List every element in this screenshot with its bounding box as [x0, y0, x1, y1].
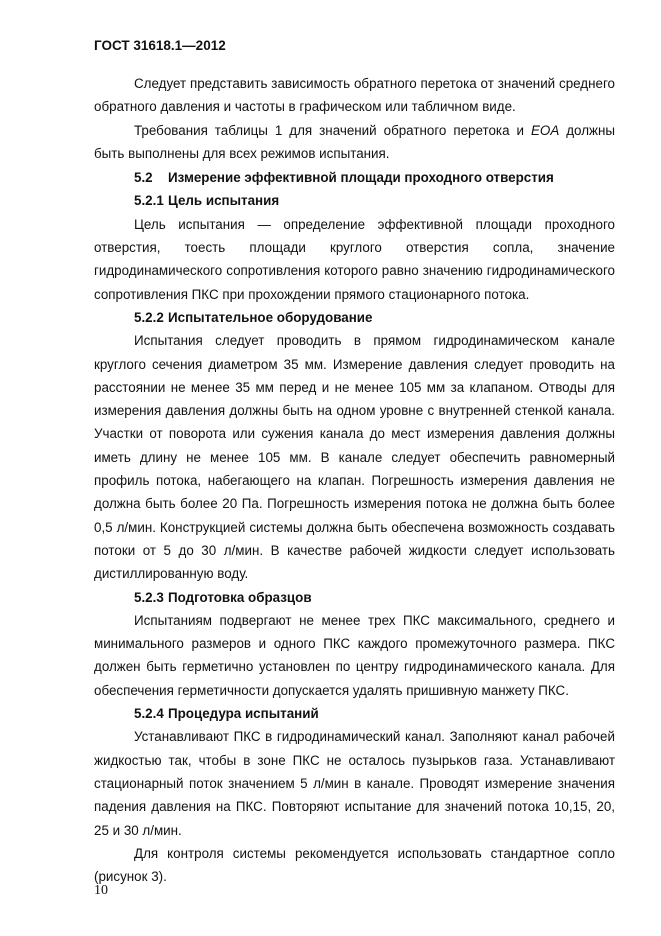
paragraph-test-procedure: Устанавливают ПКС в гидродинамический канал. Заполняют канал рабочей жидкостью так, чтобы в зоне ПКС не осталось пузырьков газа. Устанавливают стационарный поток значением 5 л/мин в канале. Проводят измерение значения падения давления на ПКС. Повторяют испытание для значений потока 10,15, 20, 25 и 30 л/мин.: [94, 729, 615, 838]
subsection-heading-5-2-4: [94, 702, 615, 725]
section-title: Измерение эффективной площади проходного отверстия: [168, 170, 554, 186]
paragraph-sample-preparation: Испытаниям подвергают не менее трех ПКС максимального, среднего и минимального размеров и одного ПКС каждого промежуточного размера. ПКС должен быть герметично установлен по центру гидродинамического канала. Для обеспечения герметичности допускается удалять пришивную манжету ПКС.: [94, 612, 615, 698]
paragraph-text: должны быть выполнены для всех режимов испытания.: [94, 122, 615, 161]
subsection-title: Испытательное оборудование: [168, 309, 373, 325]
subsection-title: Подготовка образцов: [168, 589, 312, 605]
subsection-title: Процедура испытаний: [168, 706, 319, 722]
page-number: 10: [94, 883, 108, 898]
eoa-term: EOA: [530, 122, 560, 138]
section-heading-5-2: [94, 166, 615, 189]
subsection-title: Цель испытания: [168, 193, 280, 209]
subsection-number: 5.2.4: [134, 706, 164, 722]
subsection-number: 5.2.3: [134, 589, 164, 605]
paragraph-test-equipment: Испытания следует проводить в прямом гидродинамическом канале круглого сечения диаметром 35 мм. Измерение давления следует проводить на расстоянии не менее 35 мм перед и не менее 105 мм за клапаном. Отводы для измерения давления должны быть на одном уровне с внутренней стенкой канала. Участки от поворота или сужения канала до мест измерения давления должны иметь длину не менее 105 мм. В канале следует обеспечить равномерный профиль потока, набегающего на клапан. Погрешность измерения давления не должна быть более 20 Па. Погрешность измерения потока не должна быть более 0,5 л/мин. Конструкцией системы должна быть обеспечена возможность создавать потоки от 5 до 30 л/мин. В качестве рабочей жидкости следует использовать дистиллированную воду.: [94, 333, 615, 582]
page-body: [94, 72, 615, 888]
subsection-heading-5-2-3: [94, 586, 615, 609]
paragraph-text: Требования таблицы 1 для значений обратного перетока и: [134, 122, 531, 138]
section-number: 5.2: [134, 170, 153, 186]
paragraph-table-requirements: [94, 119, 615, 166]
subsection-heading-5-2-2: [94, 306, 615, 329]
subsection-heading-5-2-1: [94, 189, 615, 212]
subsection-number: 5.2.1: [134, 193, 164, 209]
paragraph-system-control: Для контроля системы рекомендуется использовать стандартное сопло (рисунок 3).: [94, 845, 615, 885]
paragraph-backflow-dependency: Следует представить зависимость обратного перетока от значений среднего обратного давления и частоты в графическом или табличном виде.: [94, 76, 615, 115]
subsection-number: 5.2.2: [134, 309, 164, 325]
standard-header: ГОСТ 31618.1—2012: [94, 38, 226, 53]
paragraph-test-purpose: Цель испытания — определение эффективной площади проходного отверстия, тоесть площади круглого отверстия сопла, значение гидродинамического сопротивления которого равно значению гидродинамического сопротивления ПКС при прохождении прямого стационарного потока.: [94, 216, 615, 302]
